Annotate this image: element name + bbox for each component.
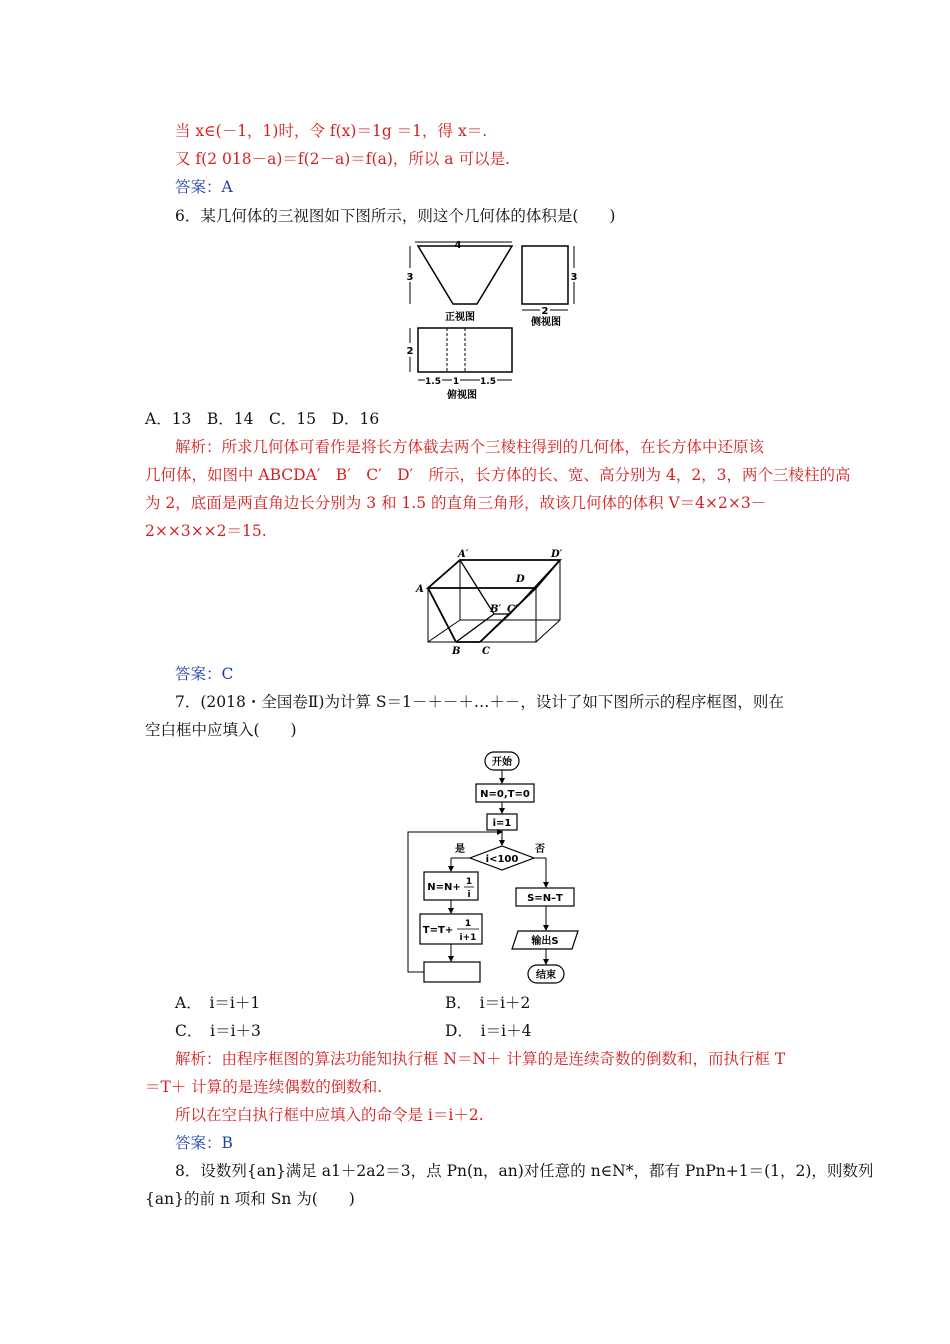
vertex-label-C: C [482, 646, 490, 657]
condition-label: i<100 [485, 854, 519, 865]
question-8-stem: 8．设数列{an}满足 a1＋2a2＝3，点 Pn(n，an)对任意的 n∈N*，都有 PnPn+1＝(1，2)，则数列 [175, 1162, 874, 1180]
end-label: 结束 [536, 970, 556, 981]
vertex-label-D1: D′ [551, 549, 563, 560]
solution-line: 2××3××2＝15. [145, 522, 267, 540]
init-label: N=0,T=0 [480, 789, 530, 800]
front-top-dim: 4 [454, 240, 462, 251]
answer-label: 答案：A [175, 178, 233, 196]
question-6-options: A．13 B．14 C．15 D．16 [145, 410, 380, 428]
top-width-dim-1: 1.5 [425, 377, 441, 387]
vertex-label-B: B [452, 646, 461, 657]
top-width-dim-2: 1 [452, 377, 460, 387]
solution-line: ＝T＋ 计算的是连续偶数的倒数和. [145, 1078, 383, 1096]
start-label: 开始 [492, 757, 512, 768]
cuboid-figure [412, 546, 577, 658]
frac2-denominator: i+1 [459, 933, 477, 943]
solution-line: 几何体，如图中 ABCDA′ B′ C′ D′ 所示，长方体的长、宽、高分别为 4，2，3，两个三棱柱的高 [145, 466, 851, 484]
top-width-dim-3: 1.5 [480, 377, 496, 387]
frac2-numerator: 1 [464, 919, 472, 929]
output-label: 输出S [531, 936, 559, 947]
question-8-stem: {an}的前 n 项和 Sn 为( ) [145, 1190, 355, 1208]
vertex-label-D: D [516, 574, 525, 585]
frac1-denominator: i [467, 890, 471, 900]
solution-line: 当 x∈(－1，1)时，令 f(x)＝1g ＝1，得 x＝. [175, 122, 488, 140]
side-height-dim: 3 [570, 272, 578, 283]
vertex-label-B1: B′ [490, 604, 502, 615]
no-label: 否 [535, 844, 545, 855]
blank-box [424, 962, 480, 982]
option-b: B． i＝i＋2 [445, 994, 531, 1012]
side-view [522, 246, 579, 328]
flowchart-figure [400, 748, 585, 988]
question-6-stem: 6．某几何体的三视图如下图所示，则这个几何体的体积是( ) [175, 207, 616, 225]
frac1-numerator: 1 [465, 877, 473, 887]
top-view-label: 俯视图 [447, 390, 477, 401]
solution-line: 为 2，底面是两直角边长分别为 3 和 1.5 的直角三角形，故该几何体的体积 V＝4×2×3－ [145, 494, 767, 512]
top-height-dim: 2 [406, 346, 414, 357]
solution-line: 又 f(2 018－a)＝f(2－a)＝f(a)，所以 a 可以是. [175, 150, 510, 168]
s-calc-label: S=N–T [527, 893, 563, 904]
i-init-label: i=1 [492, 818, 512, 829]
n-update-label: N=N+ [427, 882, 461, 893]
option-d: D． i＝i＋4 [445, 1022, 532, 1040]
question-7-stem: 7．(2018・全国卷Ⅱ)为计算 S＝1－＋－＋…＋－，设计了如下图所示的程序框图，则在 [175, 693, 784, 711]
yes-label: 是 [455, 844, 465, 855]
front-height-dim: 3 [406, 272, 414, 283]
answer-label: 答案：C [175, 665, 234, 683]
t-update-label: T=T+ [422, 925, 454, 936]
front-view [405, 240, 512, 323]
vertex-label-A: A [416, 584, 424, 595]
solution-line: 解析：由程序框图的算法功能知执行框 N＝N＋ 计算的是连续奇数的倒数和，而执行框 T [175, 1050, 786, 1068]
question-7-stem: 空白框中应填入( ) [145, 721, 297, 739]
front-view-label: 正视图 [445, 312, 475, 323]
three-view-figure [400, 232, 590, 404]
vertex-label-C1: C′ [507, 604, 518, 615]
side-view-label: 侧视图 [531, 317, 561, 328]
side-width-dim: 2 [541, 306, 549, 317]
option-a: A． i＝i＋1 [175, 994, 261, 1012]
vertex-label-A1: A′ [458, 549, 469, 560]
option-c: C． i＝i＋3 [175, 1022, 261, 1040]
answer-label: 答案：B [175, 1134, 233, 1152]
solution-line: 解析：所求几何体可看作是将长方体截去两个三棱柱得到的几何体，在长方体中还原该 [175, 438, 765, 456]
top-view [405, 328, 512, 401]
solution-line: 所以在空白执行框中应填入的命令是 i＝i＋2. [175, 1106, 484, 1124]
